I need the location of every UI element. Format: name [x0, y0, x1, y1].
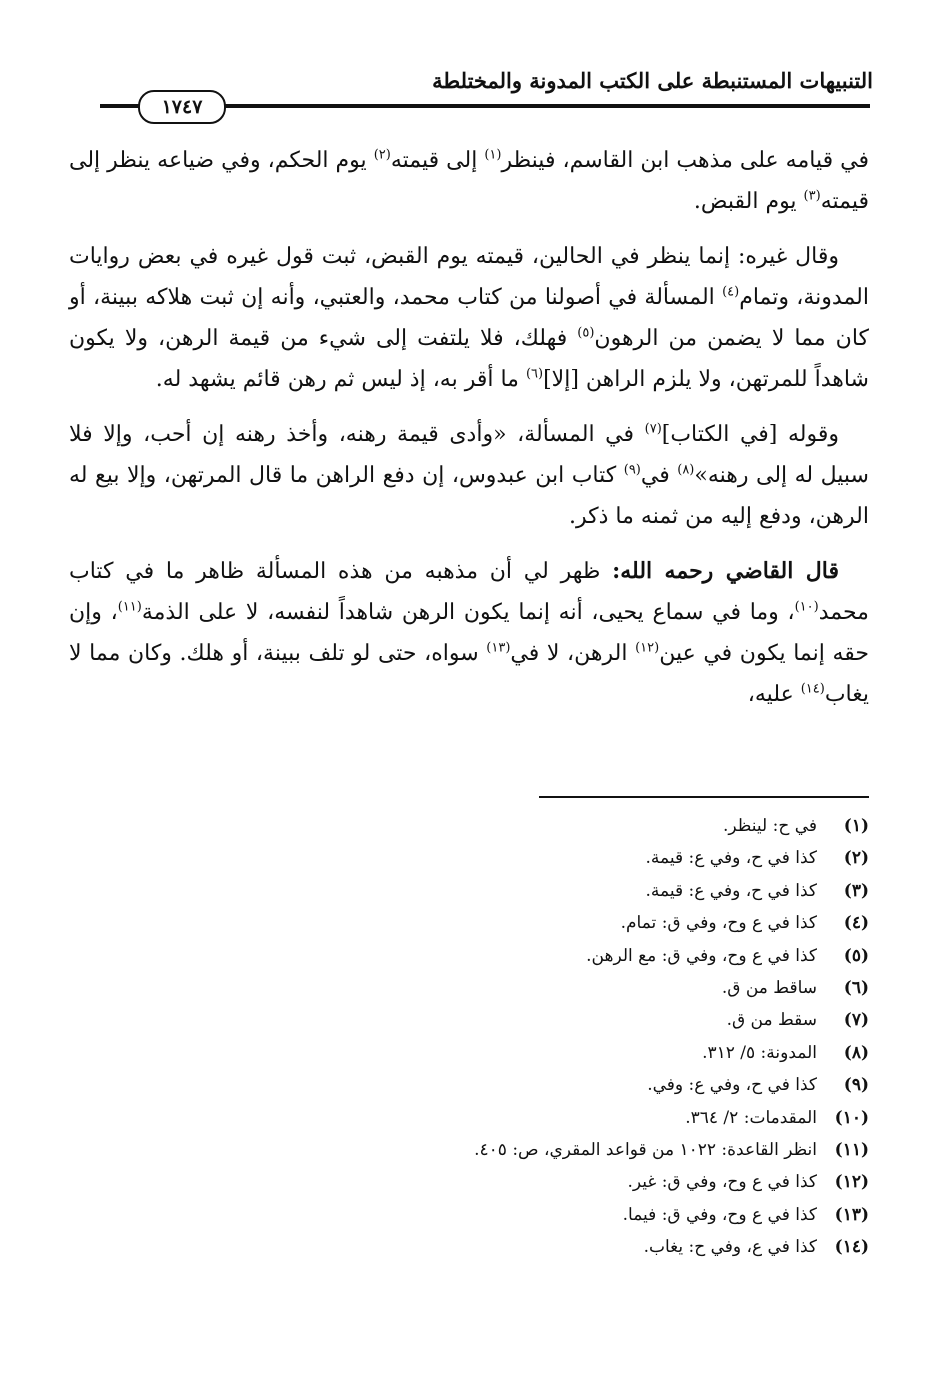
text-span: سواه، حتى لو تلف ببينة، أو هلك. وكان مما لا يغاب	[69, 641, 869, 707]
paragraph-3	[69, 414, 869, 537]
footnote-ref: (١١)	[117, 599, 142, 615]
paragraph-2	[69, 236, 869, 400]
footnote	[69, 1004, 869, 1036]
footnote-ref: (٧)	[644, 421, 662, 437]
footnote-number: (١٠)	[834, 1107, 869, 1128]
footnote	[69, 810, 869, 842]
text-span: ظهر لي أن مذهبه من هذه المسألة ظاهر ما في كتاب محمد	[69, 559, 869, 625]
footnote-text: كذا في ع وح، وفي ق: مع الرهن.	[586, 945, 817, 966]
footnote	[69, 1166, 869, 1198]
text-span: فهلك، فلا يلتفت إلى شيء من قيمة الرهن، ولا يكون شاهداً للمرتهن، ولا يلزم الراهن [إلا]	[69, 326, 869, 392]
footnote-ref: (٦)	[525, 366, 544, 382]
text-span: في قيامه على مذهب ابن القاسم، فينظر	[501, 148, 869, 173]
footnote-text: كذا في ع وح، وفي ق: غير.	[627, 1172, 817, 1193]
footnote-text: كذا في ح، وفي ع: وفي.	[647, 1075, 817, 1096]
footnote-ref: (١٣)	[486, 640, 511, 656]
footnote	[69, 1134, 869, 1166]
footnote-ref: (٥)	[577, 325, 595, 341]
footnote-number: (٨)	[843, 1042, 869, 1063]
footnote	[69, 1102, 869, 1134]
footnote-ref: (١)	[484, 147, 502, 163]
footnote-ref: (١٢)	[635, 640, 660, 656]
page-number: ١٧٤٧	[138, 90, 226, 124]
footnote-text: كذا في ع وح، وفي ق: تمام.	[620, 913, 817, 934]
footnote	[69, 907, 869, 939]
footnote-number: (٩)	[843, 1075, 869, 1096]
running-header: التنبيهات المستنبطة على الكتب المدونة والمختلطة	[432, 68, 873, 93]
footnote-ref: (٢)	[373, 147, 391, 163]
footnote-text: ساقط من ق.	[721, 978, 817, 999]
text-span: وقال غيره: إنما ينظر في الحالين، قيمته يوم القبض، ثبت قول غيره في بعض روايات المدونة، وتمام	[69, 244, 869, 310]
text-span: المسألة في أصولنا من كتاب محمد، والعتبي، وأنه إن ثبت هلاكه ببينة، أو كان مما لا يضمن من الرهون	[69, 285, 869, 351]
footnotes	[69, 810, 869, 1264]
footnote-ref: (٤)	[722, 284, 740, 300]
footnote-ref: (١٠)	[794, 599, 819, 615]
text-span: الرهن، لا في	[510, 641, 636, 666]
paragraph-4	[69, 551, 869, 715]
footnote	[69, 1069, 869, 1101]
footnote-number: (٥)	[843, 945, 869, 966]
footnote	[69, 940, 869, 972]
footnote-text: كذا في ح، وفي ع: قيمة.	[645, 880, 817, 901]
text-span: ما أقر به، إذ ليس ثم رهن قائم يشهد له.	[155, 367, 526, 392]
text-span: ، وما في سماع يحيى، أنه إنما يكون الرهن شاهداً لنفسه، لا على الذمة	[141, 600, 795, 625]
text-span: في	[640, 463, 678, 488]
footnote-ref: (٣)	[803, 188, 821, 204]
judge-lead-in: قال القاضي رحمه الله:	[612, 558, 839, 584]
footnote-text: في ح: لينظر.	[723, 816, 817, 836]
text-span: يوم القبض.	[693, 189, 804, 214]
footnote	[69, 842, 869, 874]
footnote-number: (١٣)	[834, 1204, 869, 1225]
footnote-number: (٢)	[843, 848, 869, 869]
footnote-number: (٤)	[843, 913, 869, 934]
footnote-text: انظر القاعدة: ١٠٢٢ من قواعد المقري، ص: ٤٠٥.	[474, 1140, 817, 1161]
text-span: في المسألة، «وأدى قيمة رهنه، وأخذ رهنه إن أحب، وإلا فلا سبيل له إلى رهنه»	[69, 422, 869, 488]
footnote-text: كذا في ح، وفي ع: قيمة.	[645, 848, 817, 869]
footnote-text: المقدمات: ٢/ ٣٦٤.	[685, 1107, 817, 1128]
footnote-text: المدونة: ٥/ ٣١٢.	[702, 1042, 817, 1063]
footnote-number: (٧)	[843, 1010, 869, 1031]
footnote-number: (٣)	[843, 880, 869, 901]
footnote	[69, 875, 869, 907]
footnote	[69, 1231, 869, 1263]
footnote	[69, 1037, 869, 1069]
footnote-number: (٦)	[843, 978, 869, 999]
footnote-number: (١)	[843, 816, 869, 836]
text-span: كتاب ابن عبدوس، إن دفع الراهن ما قال المرتهن، وإلا بيع له الرهن، ودفع إليه من ثمنه ما ذكر.	[69, 463, 869, 529]
footnote-ref: (٨)	[677, 462, 695, 478]
footnote-number: (١١)	[834, 1140, 869, 1161]
footnote-text: سقط من ق.	[726, 1010, 817, 1031]
footnote-ref: (١٤)	[800, 681, 825, 697]
text-span: وقوله [في الكتاب]	[661, 422, 839, 447]
footnote	[69, 972, 869, 1004]
text-span: عليه،	[747, 682, 801, 707]
text-span: إلى قيمته	[390, 148, 485, 173]
footnote-ref: (٩)	[623, 462, 641, 478]
paragraph-1	[69, 140, 869, 222]
footnote-separator	[539, 796, 869, 798]
footnote-number: (١٢)	[834, 1172, 869, 1193]
footnote-number: (١٤)	[834, 1237, 869, 1258]
footnote-text: كذا في ع وح، وفي ق: فيما.	[622, 1204, 817, 1225]
footnote-text: كذا في ع، وفي ح: يغاب.	[643, 1237, 817, 1258]
footnote	[69, 1199, 869, 1231]
text-span: ، وإن حقه إنما يكون في عين	[69, 600, 869, 666]
text-span: يوم الحكم، وفي ضياعه ينظر إلى قيمته	[69, 148, 869, 214]
main-text	[69, 140, 869, 729]
